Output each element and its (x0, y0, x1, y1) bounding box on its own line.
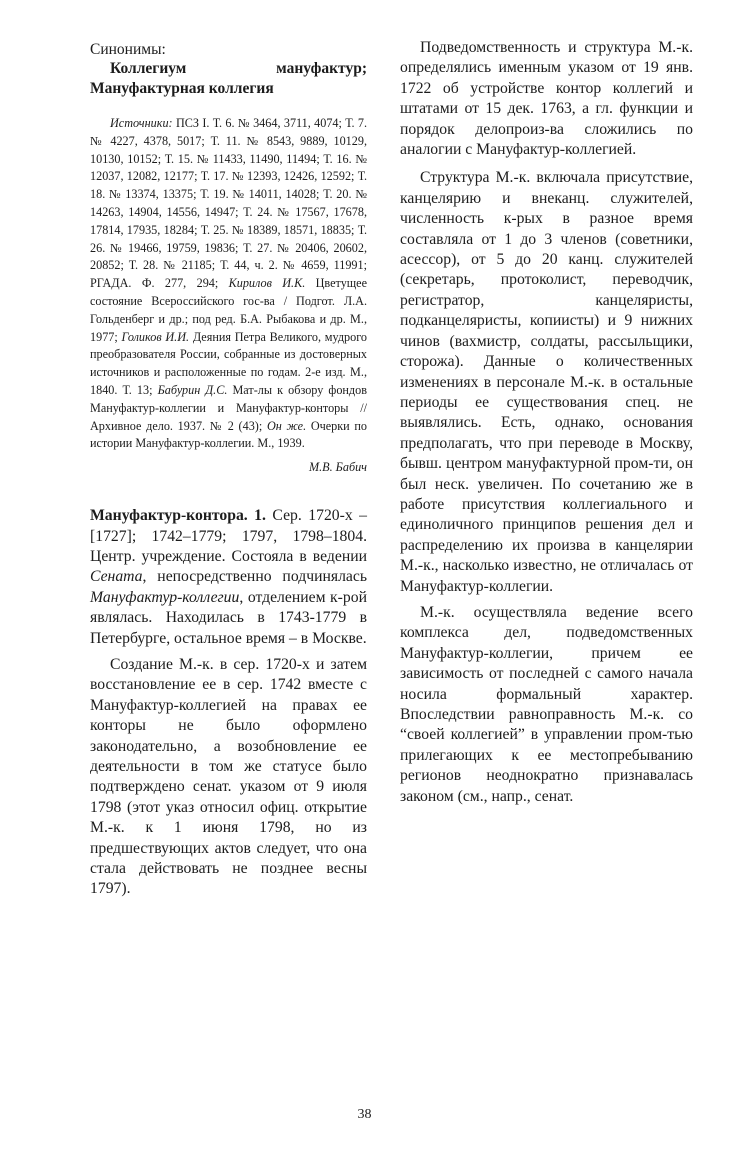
sources-text-3: Деяния Петра Великого, мудрого преобразователя России, собранные из достоверных источников и расположенные по годам. 2-е изд. М., 1840. Т. 13; (90, 329, 367, 397)
sources-author-2: Голиков И.И. (121, 329, 190, 344)
sources-label: Источники: (110, 116, 173, 130)
entry-headword: Мануфактур-контора. 1. (90, 507, 266, 525)
cross-ref-manufactory-collegium: Мануфактур-коллегии (90, 588, 240, 606)
left-column (90, 38, 367, 900)
sources-text-2: Цветущее состояние Всероссийского гос-ва / Подгот. Л.А. Гольденберг и др.; под ред. Б.А. Рыбакова и др. М., 1977; (90, 276, 367, 344)
sources-text-1: ПСЗ I. Т. 6. № 3464, 3711, 4074; Т. 7. № 4227, 4378, 5017; Т. 11. № 8543, 9889, 10129, 10130, 10152; Т. 15. № 11433, 11490, 11494; Т. 16. № 12037, 12082, 12177; Т. 17. № 12393, 12426, 12592; Т. 18. № 13374, 13375; Т. 19. № 14011, 14028; Т. 20. № 14263, 14904, 14556, 14947; Т. 24. № 17567, 17678, 17814, 17935, 18284; Т. 25. № 18389, 18571, 18835; Т. 26. № 19466, 19759, 19836; Т. 27. № 20406, 20602, 20852; Т. 28. № 21185; Т. 44, ч. 2. № 4659, 11991; РГАДА. Ф. 277, 294; (90, 116, 367, 291)
sources-text-4: Мат-лы к обзору фондов Мануфактур-коллегии и Мануфактур-конторы // Архивное дело. 1937. № 2 (43); (90, 382, 367, 433)
synonyms-terms: Коллегиум мануфактур; Мануфактурная коллегия (90, 60, 367, 97)
sources-author-4: Он же. (266, 418, 307, 433)
page-number: 38 (357, 1107, 372, 1122)
entry-paragraph-3: Подведомственность и структура М.-к. определялись именным указом от 19 янв. 1722 об устройстве контор коллегий и штатами от 15 дек. 1763, а гл. функции и порядок делопроиз-ва сложились по аналогии с Мануфактур-коллегией. (400, 39, 693, 159)
sources-author-3: Бабурин Д.С. (157, 382, 228, 397)
entry-paragraph-1 (90, 506, 367, 649)
entry-paragraph-4: Структура М.-к. включала присутствие, канцелярию и внеканц. служителей, численность к-рых в разное время составляла от 1 до 3 членов (советники, асессор), от 5 до 20 канц. служителей (секретарь, протоколист, переводчик, регистратор, канцеляристы, подканцеляристы, копиисты) и 9 нижних чинов (вахмистр, солдаты, рассыльщики, сторожа). Данные о количественных изменениях в персонале М.-к. в остальные периоды ее существования спец. не выявлялись. Есть, однако, основания предполагать, что при переводе в Москву, бывш. центром мануфактурной пром-ти, он был неск. увеличен. По сочетанию же в работе присутствия коллегиального и единоличного принципов решения дел и распределению их произва в канцелярии М.-к., насколько известно, не отличалась от Мануфактур-коллегии. (400, 169, 693, 595)
sources-author-1: Кирилов И.К. (228, 276, 306, 291)
entry-paragraph-2: Создание М.-к. в сер. 1720-х и затем восстановление ее в сер. 1742 вместе с Мануфактур-коллегией на правах ее конторы не было оформлено законодательно, а возобновление ее деятельности в том же статусе было подтверждено сенат. указом от 9 июля 1798 (этот указ относил офиц. открытие М.-к. к 1 июня 1798, но из предшествующих актов следует, что она стала действовать не позднее весны 1797). (90, 655, 367, 898)
entry-p1-a: Сер. 1720-х – [1727]; 1742–1779; 1797, 1798–1804. Центр. учреждение. Состояла в ведении (90, 507, 368, 565)
entry-paragraph-5: М.-к. осуществляла ведение всего комплекса дел, подведомственных Мануфактур-коллегии, причем ее зависимость от последней с самого начала носила формальный характер. Впоследствии равноправность М.-к. со “своей коллегией” в управлении пром-тью прилегающих к ее местопребыванию регионов неоднократно признавалась законом (см., напр., сенат. (400, 603, 693, 805)
sources-block (90, 115, 367, 453)
entry-p1-c: , отделением к-рой являлась. Находилась в 1743-1779 в Петербурге, остальное время – в Москве. (90, 588, 367, 647)
article-signature: М.В. Бабич (308, 460, 367, 475)
cross-ref-senate: Сената (90, 568, 143, 586)
entry-p1-b: , непосредственно подчинялась (142, 568, 367, 586)
synonyms-label: Синонимы: (90, 41, 166, 58)
sources-text-5: Очерки по истории Мануфактур-коллегии. М., 1939. (90, 418, 368, 451)
right-column (400, 38, 693, 807)
